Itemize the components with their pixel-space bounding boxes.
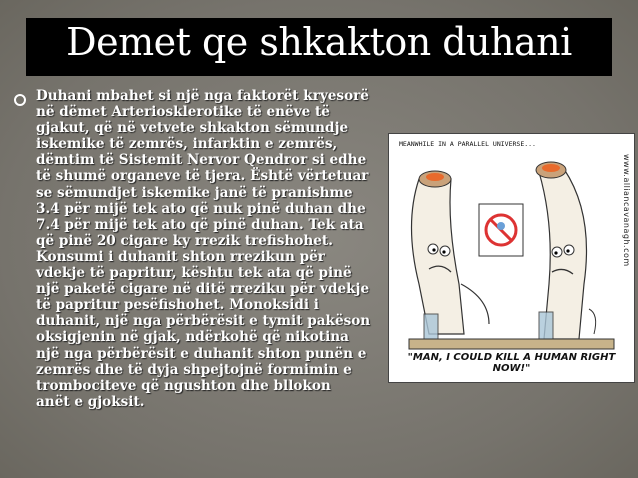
cartoon-drawing (389, 134, 634, 382)
body-text: Duhani mbahet si një nga faktorët kryesorë në dëmet Arteriosklerotike të enëve të gjakut, që në vetvete shkakton sëmundje iskemike të zemrës, infarktin e zemrës, dëmtim të Sistemit Nervor Qendror si edhe të shumë organeve të tjera. Është vërtetuar se sëmundjet iskemike janë të pranishme 3.4 për mijë tek ato që nuk pinë duhan dhe 7.4 për mijë tek ato që pinë duhan. Tek ata që pinë 20 cigare ky rrezik trefishohet. Konsumi i duhanit shton rrezikun për vdekje të papritur, kështu tek ata që pinë një paketë cigare në ditë rreziku për vdekje të papritur pesëfishohet. Monoksidi i duhanit, një nga përbërësit e tymit pakëson oksigjenin në gjak, ndërkohë që nikotina një nga përbërësit e duhanit shton punën e zemrës dhe të dyja shpejtojnë formimin e trombociteve që ngushton dhe bllokon anët e gjoksit. (36, 88, 371, 410)
cartoon-image (388, 133, 635, 383)
cartoon-caption: "MAN, I COULD KILL A HUMAN RIGHT NOW!" (407, 352, 616, 374)
slide-title: Demet qe shkakton duhani (66, 20, 572, 64)
cartoon-header: MEANWHILE IN A PARALLEL UNIVERSE... (399, 140, 536, 148)
bullet-icon (14, 94, 26, 106)
cartoon-url: www.alliancavanagh.com (622, 154, 631, 267)
